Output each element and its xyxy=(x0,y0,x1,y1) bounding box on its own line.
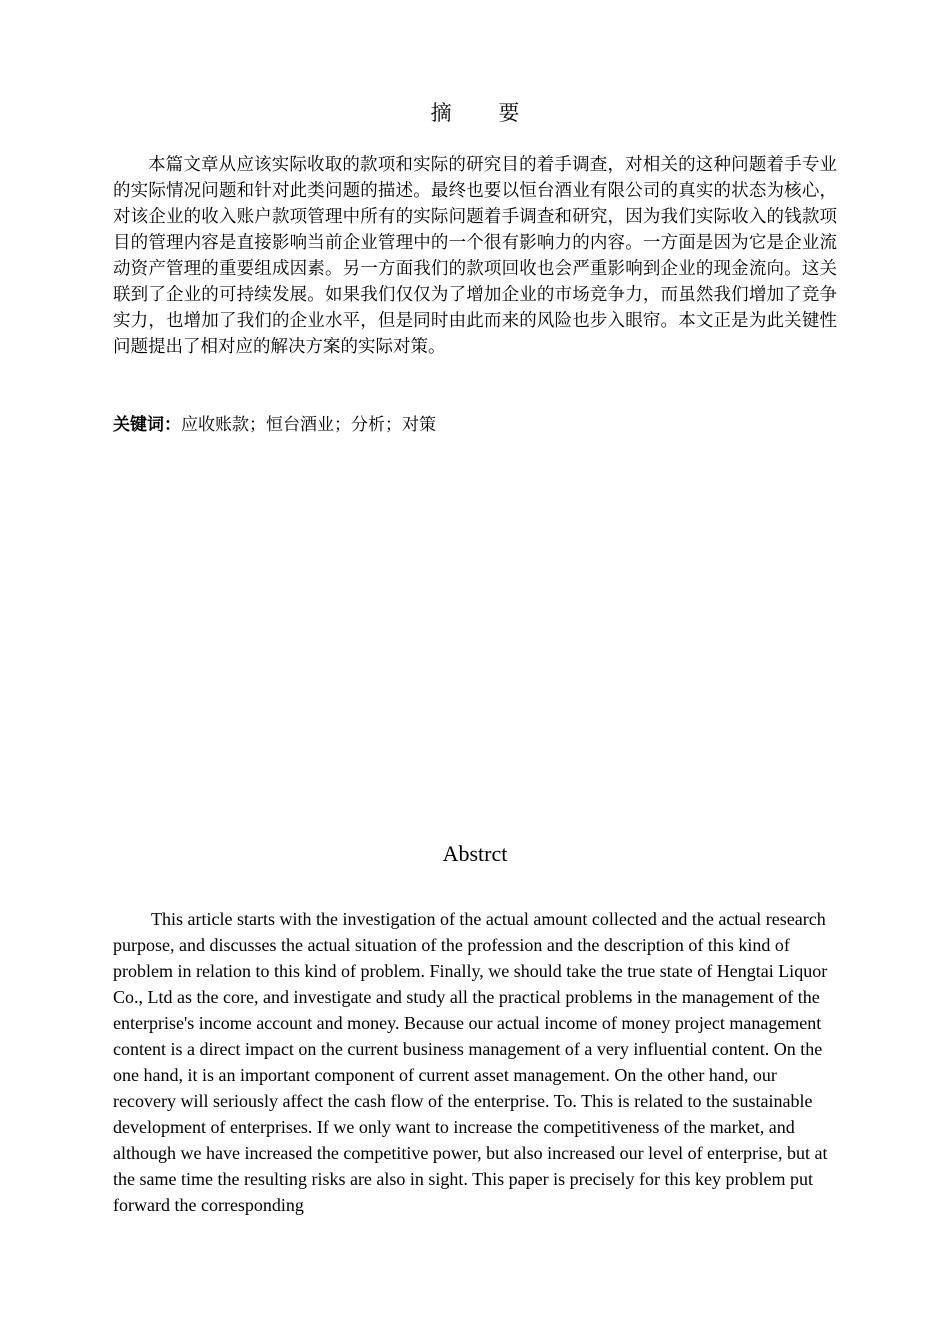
chinese-abstract-body: 本篇文章从应该实际收取的款项和实际的研究目的着手调查，对相关的这种问题着手专业的实际情况问题和针对此类问题的描述。最终也要以恒台酒业有限公司的真实的状态为核心，对该企业的收入账户款项管理中所有的实际问题着手调查和研究，因为我们实际收入的钱款项目的管理内容是直接影响当前企业管理中的一个很有影响力的内容。一方面是因为它是企业流动资产管理的重要组成因素。另一方面我们的款项回收也会严重影响到企业的现金流向。这关联到了企业的可持续发展。如果我们仅仅为了增加企业的市场竞争力，而虽然我们增加了竞争实力，也增加了我们的企业水平，但是同时由此而来的风险也步入眼帘。本文正是为此关键性问题提出了相对应的解决方案的实际对策。 xyxy=(113,155,837,357)
chinese-keywords xyxy=(113,412,837,438)
chinese-abstract-title: 摘 要 xyxy=(430,101,540,125)
keywords-list: 应收账款；恒台酒业；分析；对策 xyxy=(181,415,436,435)
english-abstract-title: Abstrct xyxy=(442,841,508,866)
english-abstract-body: This article starts with the investigation of the actual amount collected and the actual research purpose, and discusses the actual situation of the profession and the description of this kind of problem in relation to this kind of problem. Finally, we should take the true state of Hengtai Liquor Co., Ltd as the core, and investigate and study all the practical problems in the management of the enterprise's income account and money. Because our actual income of money project management content is a direct impact on the current business management of a very influential content. On the one hand, it is an important component of current asset management. On the other hand, our recovery will seriously affect the cash flow of the enterprise. To. This is related to the sustainable development of enterprises. If we only want to increase the competitiveness of the market, and although we have increased the competitive power, but also increased our level of enterprise, but at the same time the resulting risks are also in sight. This paper is precisely for this key problem put forward the corresponding xyxy=(113,909,828,1215)
keywords-label: 关键词： xyxy=(113,415,181,435)
